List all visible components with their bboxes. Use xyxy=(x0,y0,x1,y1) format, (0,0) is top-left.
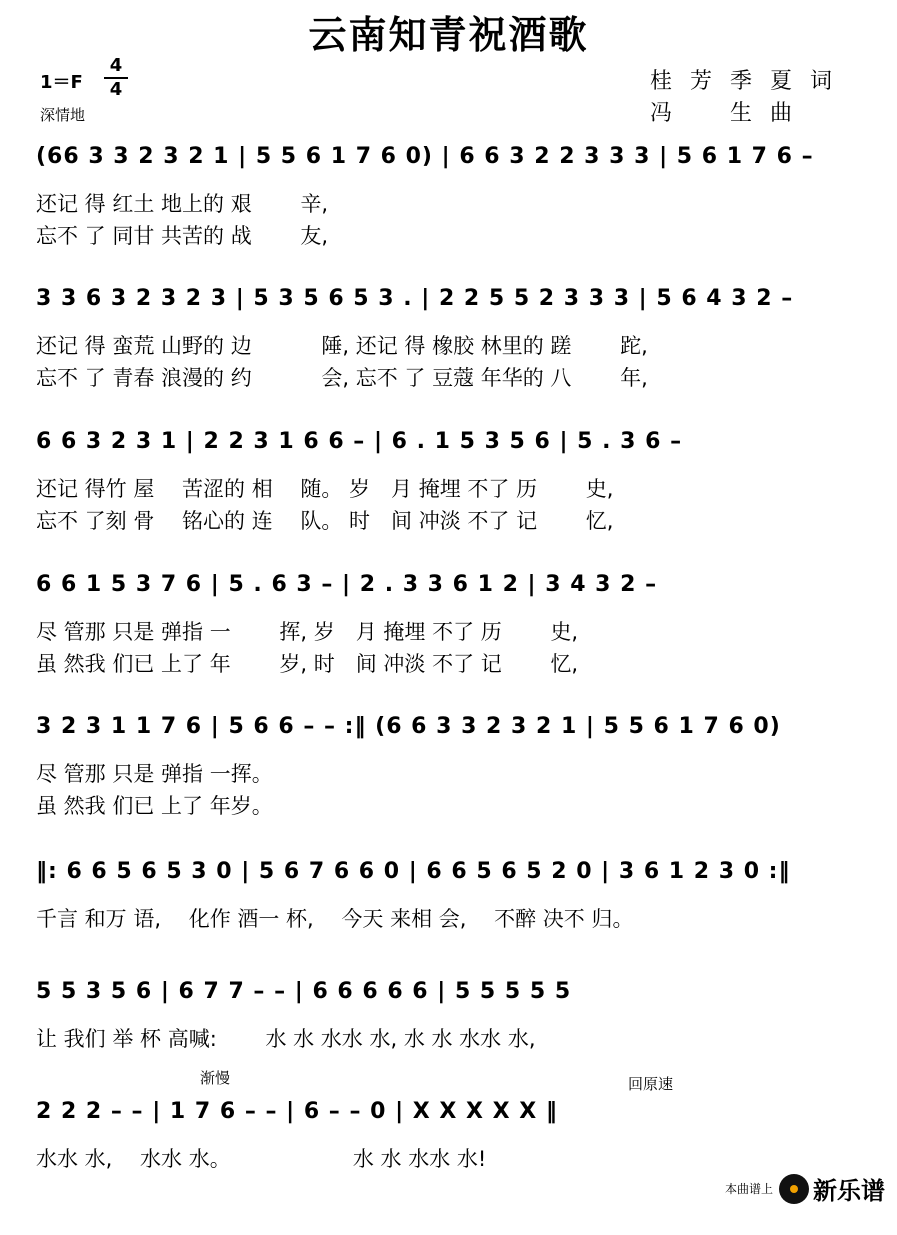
lyrics-verse-2: 忘不 了 青春 浪漫的 约 会, 忘不 了 豆蔻 年华的 八 年, xyxy=(36,366,648,390)
jianpu-notes: 6 6 3 2 3 1 | 2 2 3 1 6 6 – | 6 . 1 5 3 5 6 | 5 . 3 6 – xyxy=(36,429,683,454)
notes-line xyxy=(0,425,897,469)
song-title: 云南知青祝酒歌 xyxy=(308,13,589,57)
key-signature: 1＝F xyxy=(40,72,83,93)
lyrics-verse-1: 还记 得 红土 地上的 艰 辛, xyxy=(36,192,329,216)
score-row xyxy=(0,855,897,995)
record-disc-icon xyxy=(779,1174,809,1204)
notes-line xyxy=(0,975,897,1019)
tempo-slow-mark: 渐慢 xyxy=(200,1069,231,1087)
meter-bottom: 4 xyxy=(109,79,123,100)
score-row xyxy=(0,1069,897,1235)
lyrics-verse-2: 虽 然我 们已 上了 年 岁, 时 间 冲淡 不了 记 忆, xyxy=(36,652,579,676)
composer-credit: 冯 生曲 xyxy=(650,101,811,126)
jianpu-notes: 2 2 2 – – | 1 7 6 – – | 6 – – 0 | X X X X X ‖ xyxy=(36,1099,558,1124)
tempo-return-mark: 回原速 xyxy=(628,1075,674,1093)
score-row xyxy=(0,425,897,565)
notes-line xyxy=(0,1095,897,1139)
notes-line xyxy=(0,568,897,612)
notes-line xyxy=(0,140,897,184)
lyrics-verse-1: 还记 得竹 屋 苦涩的 相 随。 岁 月 掩埋 不了 历 史, xyxy=(36,477,614,501)
score-row xyxy=(0,975,897,1115)
jianpu-notes: 6 6 1 5 3 7 6 | 5 . 6 3 – | 2 . 3 3 6 1 2 | 3 4 3 2 – xyxy=(36,572,658,597)
tempo-marking: 深情地 xyxy=(40,106,86,124)
footer-logo xyxy=(725,1171,885,1206)
score-row xyxy=(0,710,897,850)
jianpu-notes: 3 2 3 1 1 7 6 | 5 6 6 – – :‖ (6 6 3 3 2 3 2 1 | 5 5 6 1 7 6 0) xyxy=(36,714,781,739)
lyricist-credit: 桂芳季夏词 xyxy=(650,69,851,94)
jianpu-notes: ‖: 6 6 5 6 5 3 0 | 5 6 7 6 6 0 | 6 6 5 6 5 2 0 | 3 6 1 2 3 0 :‖ xyxy=(36,859,791,884)
lyrics-verse-1: 还记 得 蛮荒 山野的 边 陲, 还记 得 橡胶 林里的 蹉 跎, xyxy=(36,334,648,358)
lyrics-verse-1: 尽 管那 只是 弹指 一挥。 xyxy=(36,762,273,786)
lyrics-verse-1: 尽 管那 只是 弹指 一 挥, 岁 月 掩埋 不了 历 史, xyxy=(36,620,579,644)
lyrics-verse-1: 让 我们 举 杯 高喊: 水 水 水水 水, 水 水 水水 水, xyxy=(36,1027,536,1051)
lyrics-verse-1: 水水 水, 水水 水。 水 水 水水 水! xyxy=(36,1147,487,1171)
time-signature xyxy=(104,56,128,100)
score-row xyxy=(0,568,897,708)
meter-top: 4 xyxy=(109,55,123,76)
notes-line xyxy=(0,855,897,899)
notes-line xyxy=(0,710,897,754)
footer-small-text: 本曲谱上 xyxy=(724,1182,773,1196)
score-row xyxy=(0,282,897,422)
lyrics-verse-2: 忘不 了 同甘 共苦的 战 友, xyxy=(36,224,329,248)
jianpu-notes: (66 3 3 2 3 2 1 | 5 5 6 1 7 6 0) | 6 6 3 2 2 3 3 3 | 5 6 1 7 6 – xyxy=(36,144,814,169)
score-row xyxy=(0,140,897,280)
jianpu-notes: 5 5 3 5 6 | 6 7 7 – – | 6 6 6 6 6 | 5 5 5 5 5 xyxy=(36,979,572,1004)
lyrics-verse-1: 千言 和万 语, 化作 酒一 杯, 今天 来相 会, 不醉 决不 归。 xyxy=(36,907,634,931)
lyrics-verse-2: 忘不 了刻 骨 铭心的 连 队。 时 间 冲淡 不了 记 忆, xyxy=(36,509,614,533)
footer-logo-text: 新乐谱 xyxy=(813,1177,885,1205)
lyrics-verse-2: 虽 然我 们已 上了 年岁。 xyxy=(36,794,273,818)
jianpu-notes: 3 3 6 3 2 3 2 3 | 5 3 5 6 5 3 . | 2 2 5 5 2 3 3 3 | 5 6 4 3 2 – xyxy=(36,286,794,311)
notes-line xyxy=(0,282,897,326)
